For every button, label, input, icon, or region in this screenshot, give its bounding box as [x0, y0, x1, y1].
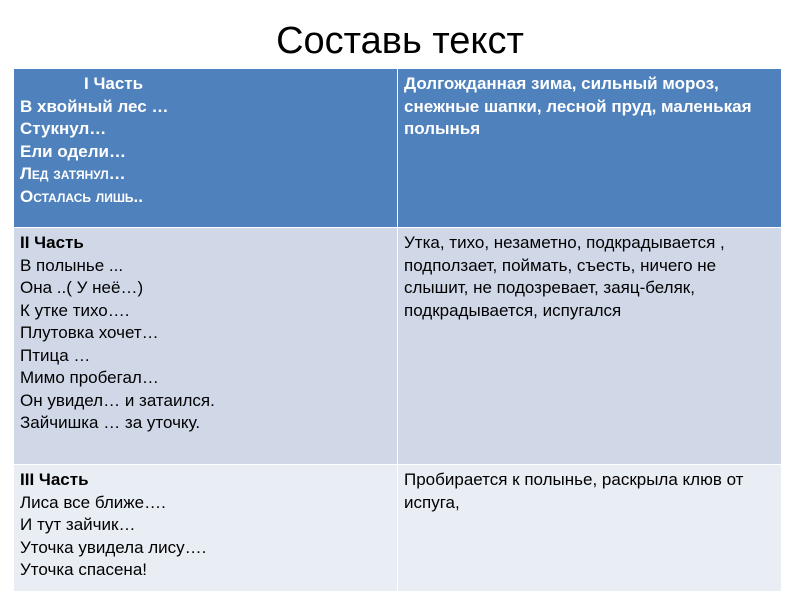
table-row-part-3 [14, 465, 782, 592]
part-3-cell [14, 465, 398, 592]
page-title: Составь текст [276, 20, 524, 62]
part-3-heading: III Часть [20, 470, 89, 489]
part-3-line: Уточка увидела лису…. [20, 537, 207, 557]
part-2-line: Птица … [20, 345, 91, 365]
part-2-line: В полынье ... [20, 255, 124, 275]
part-1-line: Ели одели… [20, 141, 126, 161]
part-2-line: Плутовка хочет… [20, 323, 159, 342]
part-3-words: Пробирается к полынье, раскрыла клюв от испуга, [404, 470, 744, 512]
part-1-heading: I Часть [84, 74, 144, 93]
part-1-line: Лед затянул… [20, 164, 126, 183]
part-1-cell [14, 69, 398, 228]
part-2-line: Он увидел… и затаился. [20, 390, 215, 410]
part-2-line: Она ..( У неё…) [20, 278, 144, 297]
part-1-line: Стукнул… [20, 119, 107, 138]
part-3-line: Лиса все ближе…. [20, 492, 166, 512]
part-1-words-cell [398, 69, 782, 228]
part-1-words: Долгожданная зима, сильный мороз, снежные шапки, лесной пруд, маленькая полынья [404, 74, 752, 138]
part-2-cell [14, 228, 398, 465]
table-row-part-2 [14, 228, 782, 465]
part-2-words-cell [398, 228, 782, 465]
part-3-words-cell [398, 465, 782, 592]
part-3-line: И тут зайчик… [20, 515, 136, 534]
table-row-part-1 [14, 69, 782, 228]
part-2-line: Зайчишка … за уточку. [20, 413, 201, 432]
part-2-line: К утке тихо…. [20, 300, 130, 320]
part-2-heading: II Часть [20, 233, 84, 252]
part-2-line: Мимо пробегал… [20, 368, 159, 387]
part-1-line: Осталась лишь.. [20, 186, 143, 206]
part-1-line: В хвойный лес … [20, 96, 169, 116]
part-3-line: Уточка спасена! [20, 560, 148, 579]
part-2-words: Утка, тихо, незаметно, подкрадывается , подползает, поймать, съесть, ничего не слышит, не подозревает, заяц-беляк, подкрадывается, испугался [404, 233, 725, 320]
story-table [13, 68, 782, 592]
